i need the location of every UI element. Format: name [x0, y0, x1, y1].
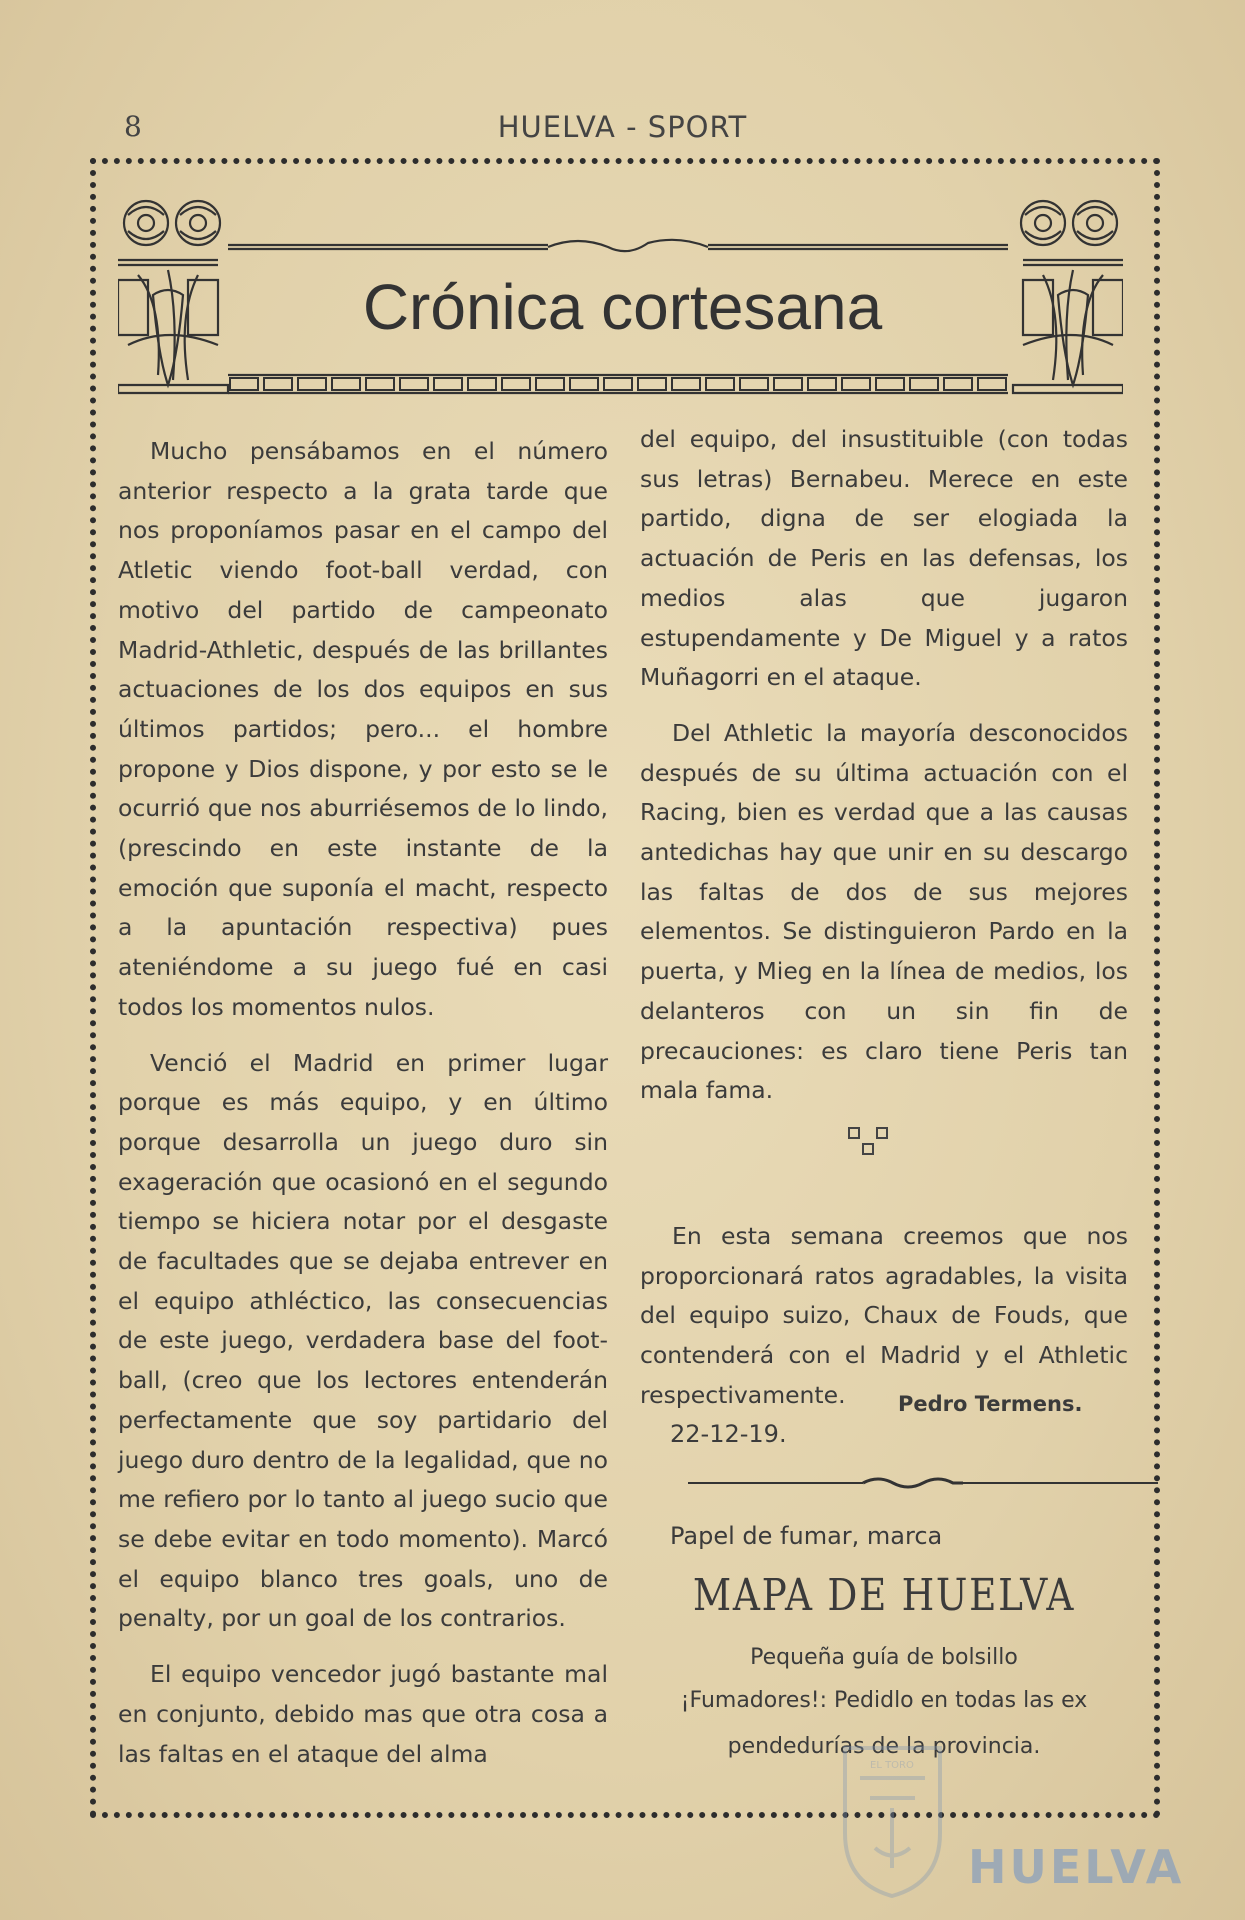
- right-column: [640, 420, 1128, 1431]
- ad-intro: Papel de fumar, marca: [670, 1522, 943, 1550]
- page-header: [0, 110, 1245, 150]
- page-number: 8: [124, 110, 142, 143]
- paragraph: Venció el Madrid en primer lugar porque es más equipo, y en último porque desarrolla un juego duro sin exageración que ocasionó en el segundo tiempo se hiciera notar por el desgaste de facultades que se dejaba entrever en el equipo athléctico, las consecuencias de este juego, verdadera base del foot-ball, (creo que los lectores entenderán perfectamente que soy partidario del juego duro dentro de la legalidad, que no me refiero por lo tanto al juego sucio que se debe evitar en todo momento). Marcó el equipo blanco tres goals, uno de penalty, por un goal de los contrarios.: [118, 1048, 608, 1633]
- paragraph: del equipo, del insustituible (con todas sus letras) Bernabeu. Merece en este partido, digna de ser elogiada la actuación de Peris en las defensas, los medios alas que jugaron estupendamente y De Miguel y a ratos Muñagorri en el ataque.: [640, 425, 1128, 692]
- left-column: [118, 432, 608, 1790]
- square-separator-icon: [848, 1125, 918, 1155]
- ad-subtitle: Pequeña guía de bolsillo: [750, 1645, 1018, 1670]
- article-title: Crónica cortesana: [362, 271, 883, 343]
- ad-brand: MAPA DE HUELVA: [692, 1570, 1076, 1621]
- ad-line-2: pendedurías de la provincia.: [727, 1734, 1041, 1759]
- decorative-rule: [688, 1475, 1193, 1491]
- paragraph: Del Athletic la mayoría desconocidos después de su última actuación con el Racing, bien es verdad que a las causas antedichas hay que unir en su descargo las faltas de dos de sus mejores elementos. Se distinguieron Pardo en la puerta, y Mieg en la línea de medios, los delanteros con un sin fin de precauciones: es claro tiene Peris tan mala fama.: [640, 718, 1128, 1105]
- paragraph: El equipo vencedor jugó bastante mal en conjunto, debido mas que otra cosa a las faltas en el ataque del alma: [118, 1660, 608, 1768]
- ad-line-1: ¡Fumadores!: Pedidlo en todas las ex: [680, 1688, 1088, 1713]
- article-date: 22-12-19.: [670, 1420, 787, 1448]
- shield-text: EL TORO: [870, 1760, 914, 1771]
- author-signature: Pedro Termens.: [898, 1392, 1083, 1416]
- paragraph: Mucho pensábamos en el número anterior respecto a la grata tarde que nos proponíamos pasar en el campo del Atletic viendo foot-ball verdad, con motivo del partido de campeonato Madrid-Athletic, después de las brillantes actuaciones de los dos equipos en sus últimos partidos; pero... el hombre propone y Dios dispone, y por esto se le ocurrió que nos aburriésemos de lo lindo, (prescindo en este instante de la emoción que suponía el macht, respecto a la apuntación respectiva) pues ateniéndome a su juego fué en casi todos los momentos nulos.: [118, 437, 608, 1021]
- publication-title: HUELVA - SPORT: [497, 110, 748, 144]
- watermark-text: HUELVA: [968, 1840, 1185, 1894]
- paragraph: En esta semana creemos que nos proporcionará ratos agradables, la visita del equipo suizo, Chaux de Fouds, que contenderá con el Madrid y el Athletic respectivamente.: [640, 1221, 1128, 1409]
